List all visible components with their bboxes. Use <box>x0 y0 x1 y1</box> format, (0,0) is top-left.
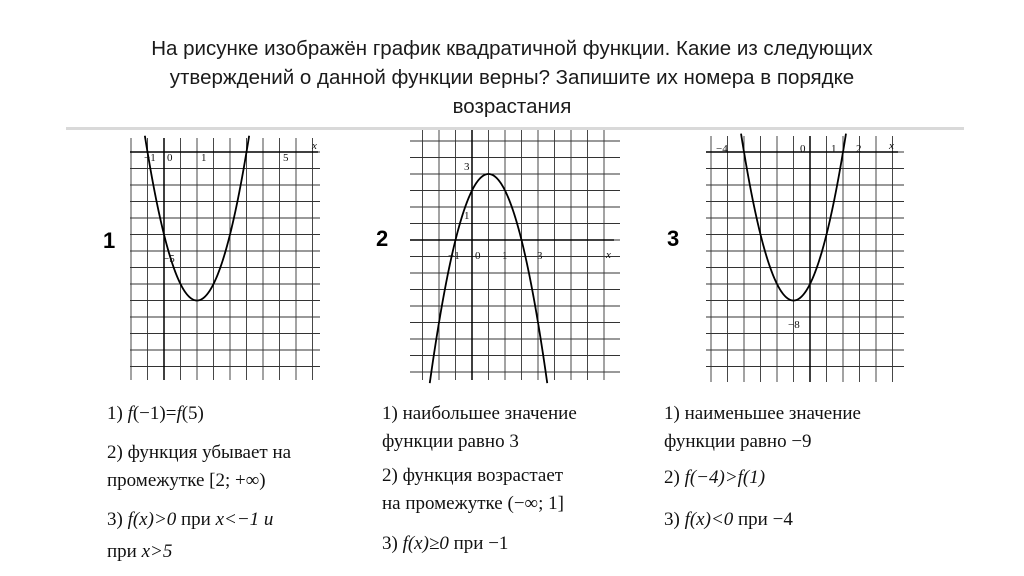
tick-label-x-5: 5 <box>283 152 289 164</box>
p2-statement-3: 3) f(x)≥0 при −1 <box>382 533 509 554</box>
tick-label-x-2: 2 <box>856 143 862 155</box>
tick-label-x-0: 0 <box>475 250 481 262</box>
title-line-2: утверждений о данной функции верны? Запишите их номера в порядке <box>169 66 855 89</box>
tick-label-x-1: 1 <box>502 250 508 262</box>
panel-3-number: 3 <box>667 226 680 251</box>
panel-1-graph <box>130 138 320 380</box>
p2-statement-2-line-2: на промежутке (−∞; 1] <box>382 493 564 514</box>
tick-label-y-m8: −8 <box>788 319 800 331</box>
tick-label-y-m5: −5 <box>163 253 175 265</box>
tick-label-x-m1: −1 <box>448 250 460 262</box>
p2-statement-1-line-2: функции равно 3 <box>382 431 519 452</box>
question-title <box>60 34 964 121</box>
grid <box>706 136 904 382</box>
p3-statement-3: 3) f(x)<0 при −4 <box>664 509 793 530</box>
panel-2-number: 2 <box>376 226 389 251</box>
tick-label-x-0: 0 <box>167 152 173 164</box>
tick-label-x-1: 1 <box>201 152 207 164</box>
p3-statement-1-line-1: 1) наименьшее значение <box>664 403 861 424</box>
p1-statement-2-line-1: 2) функция убывает на <box>107 442 292 463</box>
tick-label-x-m4: −4 <box>716 143 728 155</box>
p1-statement-3-line-1: 3) f(x)>0 при x<−1 и <box>107 509 274 530</box>
tick-label-x-3: 3 <box>537 250 543 262</box>
x-axis-label: x <box>312 140 317 152</box>
p1-statement-3-line-2: при x>5 <box>107 541 173 562</box>
tick-label-y-3: 3 <box>464 161 470 173</box>
grid <box>410 130 620 380</box>
panel-2-graph <box>410 130 620 380</box>
grid <box>130 138 320 380</box>
p3-statement-2: 2) f(−4)>f(1) <box>664 467 766 488</box>
tick-label-y-1: 1 <box>464 210 470 222</box>
x-axis-label: x <box>889 140 894 152</box>
p1-statement-2-line-2: промежутке [2; +∞) <box>107 470 266 491</box>
tick-label-x-1: 1 <box>831 143 837 155</box>
title-line-1: На рисунке изображён график квадратичной функции. Какие из следующих <box>151 37 873 60</box>
title-line-3: возрастания <box>452 95 572 118</box>
panel-1-number: 1 <box>103 228 116 253</box>
x-axis-label: x <box>606 249 611 261</box>
tick-label-x-0: 0 <box>800 143 806 155</box>
p2-statement-2-line-1: 2) функция возрастает <box>382 465 564 486</box>
p1-statement-1: 1) f(−1)=f(5) <box>107 403 204 424</box>
tick-label-x-m1: −1 <box>144 152 156 164</box>
panel-3-graph <box>706 136 904 382</box>
p2-statement-1-line-1: 1) наибольшее значение <box>382 403 577 424</box>
p3-statement-1-line-2: функции равно −9 <box>664 431 812 452</box>
